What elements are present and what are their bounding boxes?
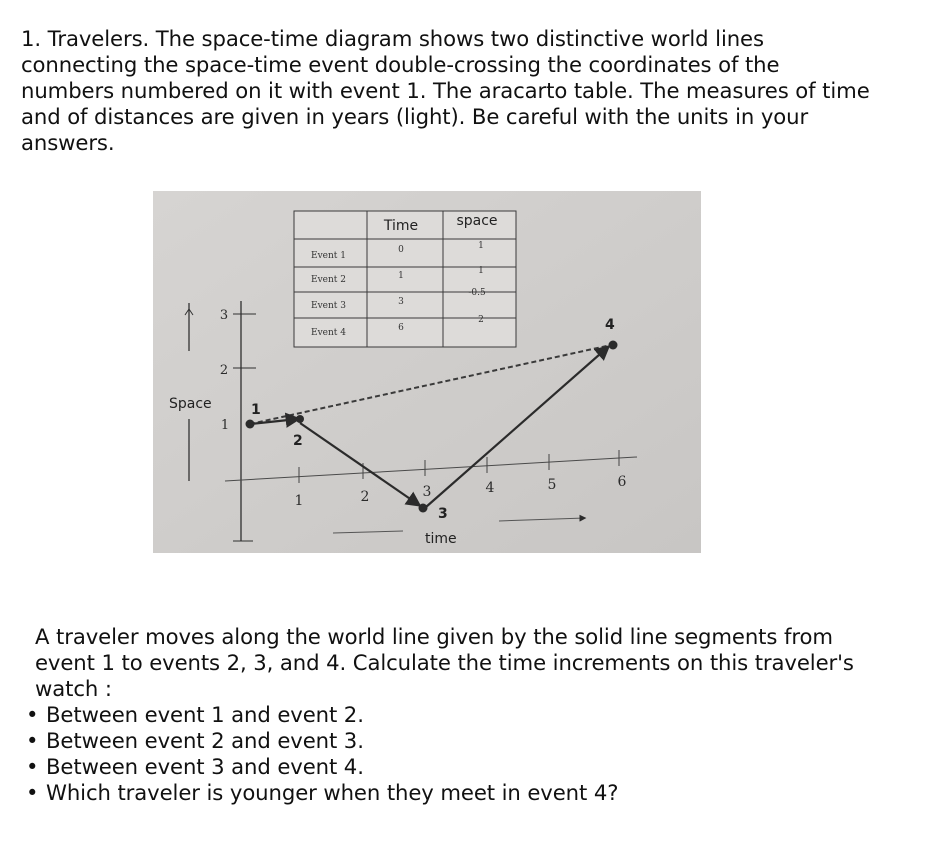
time-tick-label: 4: [485, 480, 495, 496]
table-cell-space: -0.5: [468, 288, 486, 298]
table-cell-space: 2: [478, 315, 484, 325]
question-text: Between event 2 and event 3.: [46, 728, 364, 753]
table-cell-space: 1: [478, 241, 484, 251]
event-table: [294, 211, 516, 347]
question-text: Between event 3 and event 4.: [46, 754, 364, 779]
bullet-icon: •: [26, 780, 39, 805]
time-axis-label: time: [425, 531, 457, 547]
event-4-point: [609, 341, 618, 350]
table-row-label: Event 2: [311, 275, 346, 285]
event-2-label: 2: [293, 433, 303, 449]
bullet-icon: •: [26, 754, 39, 779]
time-tick-label: 1: [294, 493, 304, 509]
time-tick-label: 3: [422, 484, 432, 500]
event-4-label: 4: [605, 317, 615, 333]
event-3-point: [419, 504, 428, 513]
table-row-label: Event 3: [311, 301, 346, 311]
event-1-label: 1: [251, 402, 261, 418]
table-cell-time: 6: [398, 323, 404, 333]
question-item: [26, 780, 906, 806]
spacetime-diagram: [153, 191, 701, 553]
question-text: Between event 1 and event 2.: [46, 702, 364, 727]
time-tick-label: 5: [547, 477, 557, 493]
table-cell-time: 0: [398, 245, 404, 255]
table-row-label: Event 4: [311, 328, 346, 338]
question-item: [26, 728, 906, 754]
table-cell-time: 1: [398, 271, 404, 281]
question-list: [26, 702, 906, 806]
event-1-point: [246, 420, 255, 429]
event-2-point: [296, 415, 304, 423]
time-tick-label: 2: [360, 489, 370, 505]
table-cell-space: 1: [478, 266, 484, 276]
table-header-time: Time: [383, 218, 419, 234]
space-tick-label: 2: [219, 363, 229, 378]
spacetime-diagram-photo: [153, 191, 701, 553]
question-text: Which traveler is younger when they meet in event 4?: [46, 780, 619, 805]
time-tick-label: 6: [617, 474, 627, 490]
event-3-label: 3: [438, 506, 448, 522]
problem-intro: 1. Travelers. The space-time diagram shows two distinctive world lines connecting the space-time event double-crossing the coordinates of the numbers numbered on it with event 1. The aracarto table. The measures of time and of distances are given in years (light). Be careful with the units in your answers.: [21, 26, 870, 155]
task-section: [26, 624, 906, 806]
bullet-icon: •: [26, 702, 39, 727]
table-header-space: space: [456, 213, 498, 229]
table-cell-time: 3: [398, 297, 404, 307]
space-axis-label: Space: [169, 396, 212, 412]
space-tick-label: 1: [220, 418, 230, 433]
bullet-icon: •: [26, 728, 39, 753]
task-description: A traveler moves along the world line given by the solid line segments from event 1 to events 2, 3, and 4. Calculate the time increments on this traveler's watch :: [35, 624, 854, 701]
space-tick-label: 3: [219, 308, 229, 323]
question-item: [26, 754, 906, 780]
question-item: [26, 702, 906, 728]
table-row-label: Event 1: [311, 251, 346, 261]
